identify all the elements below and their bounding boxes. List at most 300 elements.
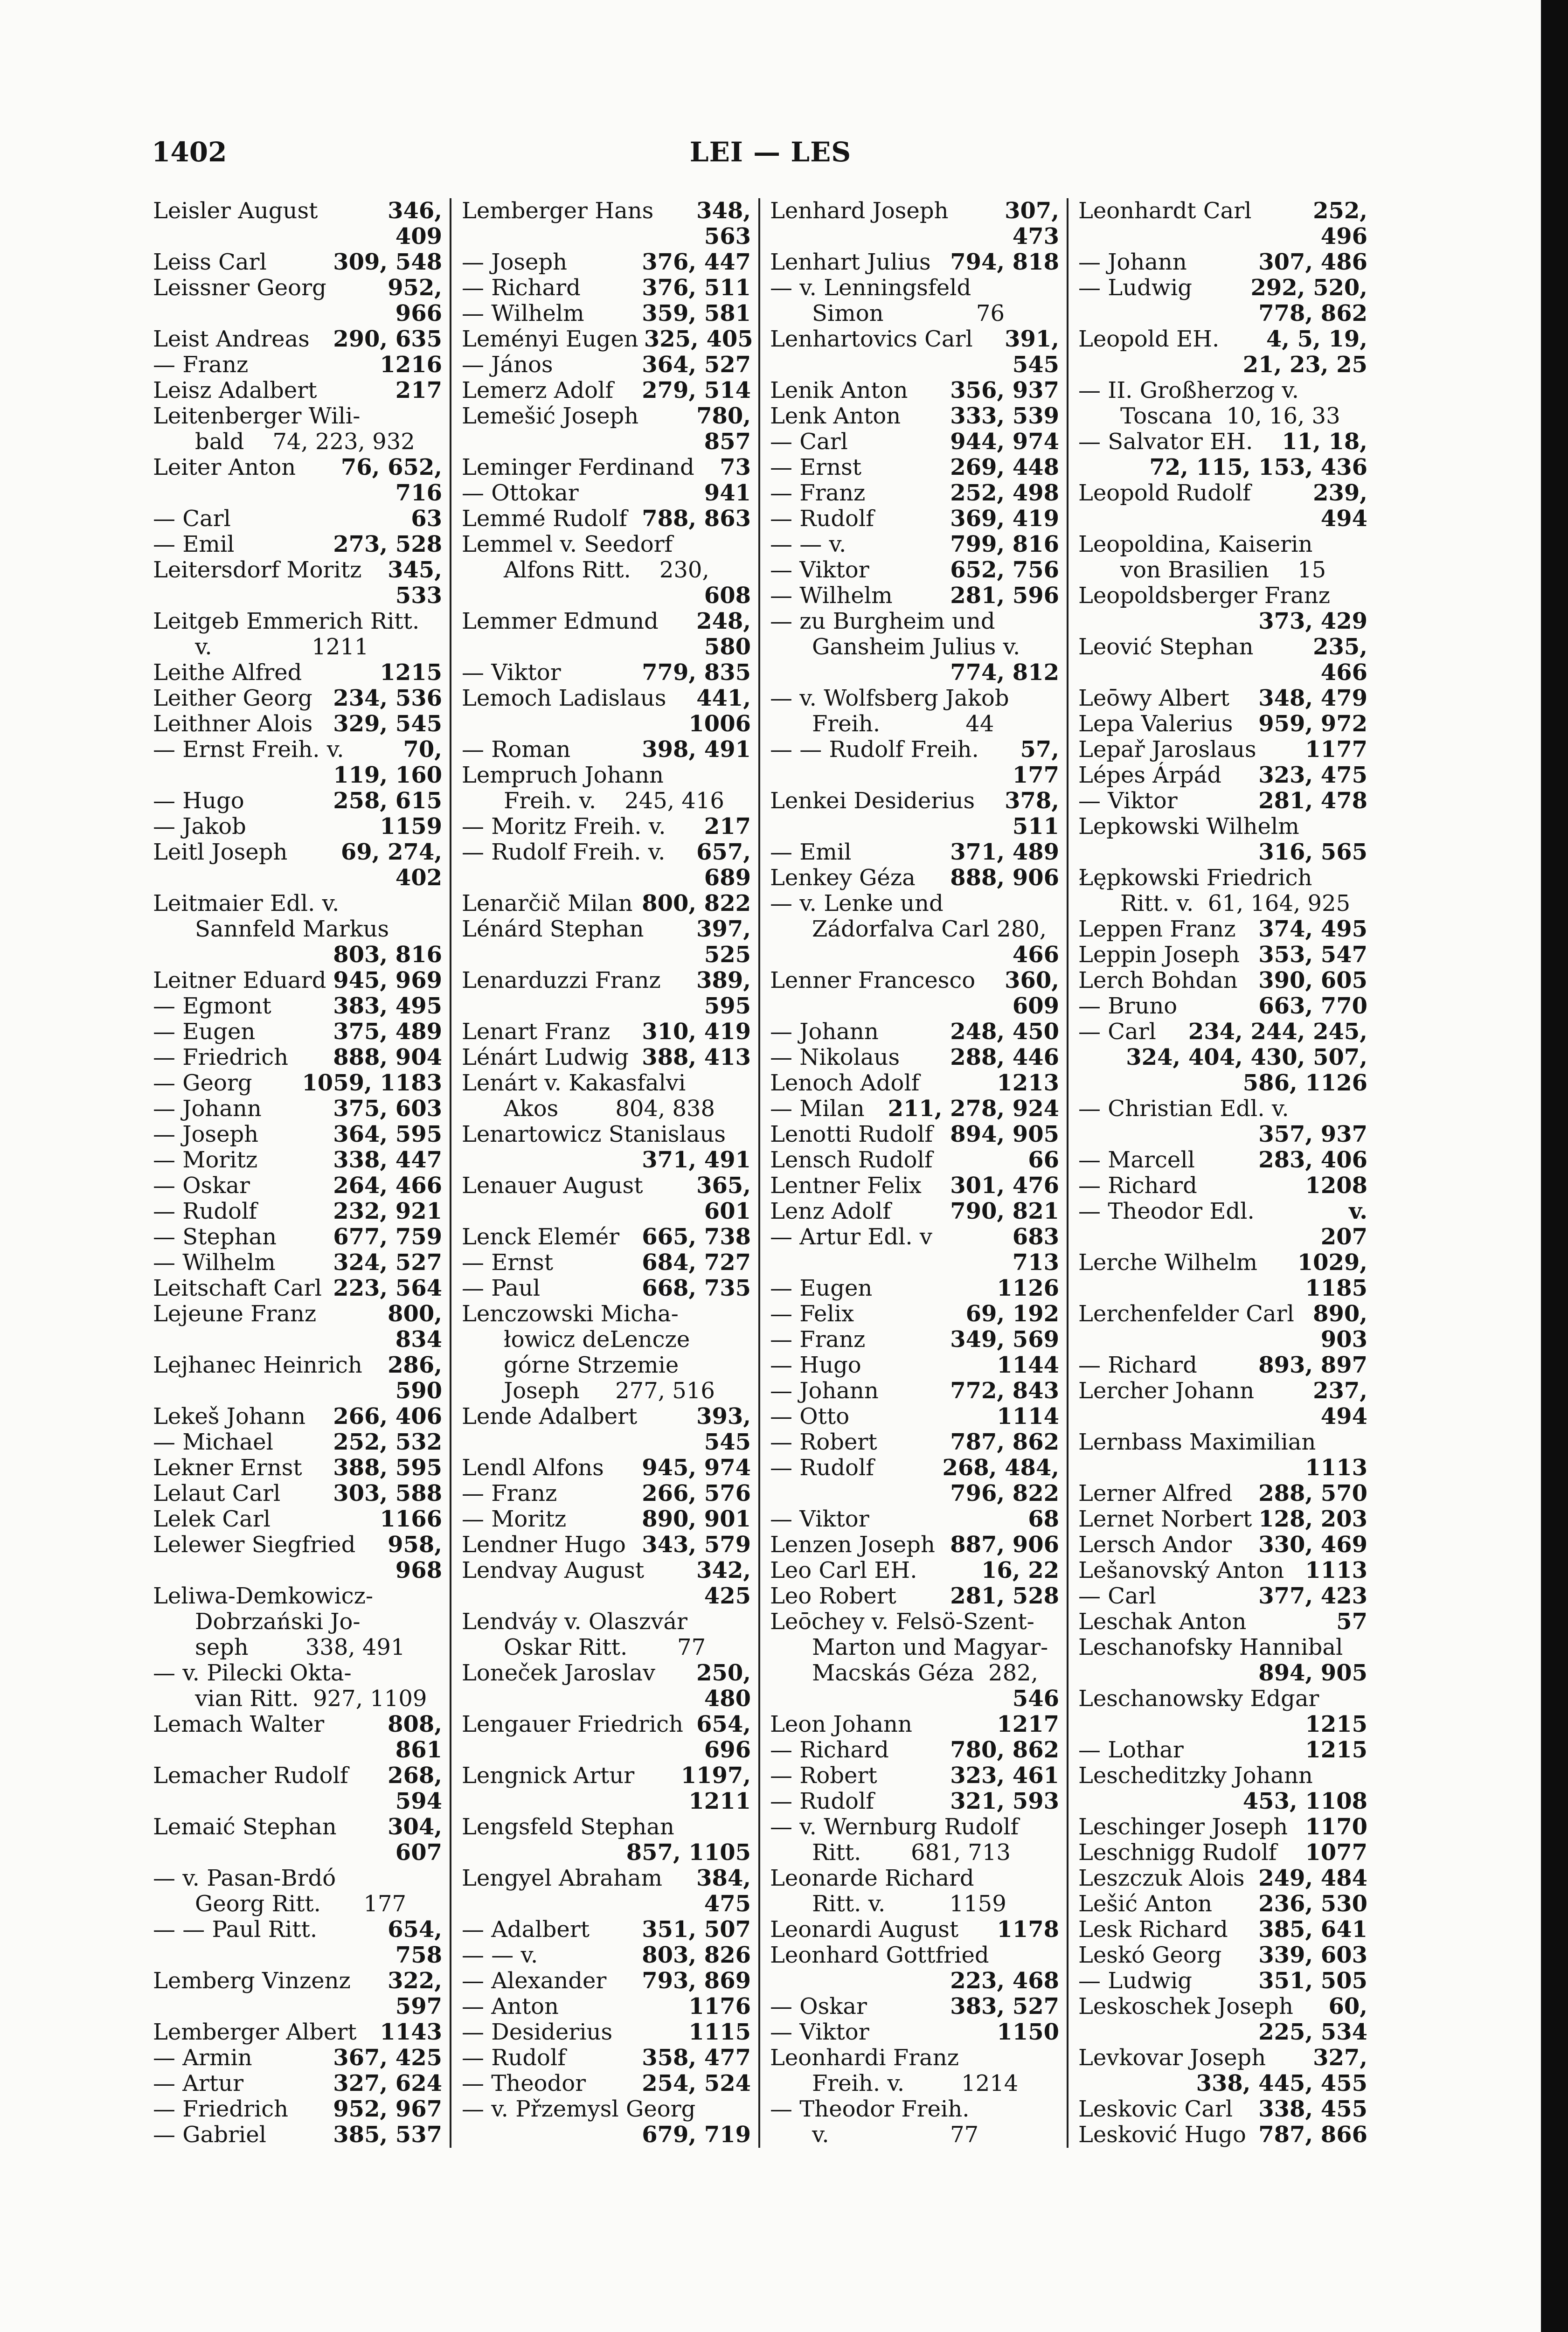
entry-name: — v. Pilecki Okta- [153,1660,352,1686]
entry-name: — Stephan [153,1224,277,1250]
index-entry [462,1019,751,1045]
entry-pages: 945, 969 [333,967,442,993]
index-entry [153,737,442,788]
entry-name: — Joseph [153,1121,259,1147]
index-entry [462,2071,751,2096]
entry-continuation: 357, 937 [1258,1121,1367,1147]
entry-pages: 376, 511 [642,275,751,301]
entry-name: Leon Johann [770,1711,912,1737]
index-entry [770,891,1059,968]
entry-name: — II. Großherzog v. [1078,377,1299,403]
entry-name: Lepař Jaroslaus [1078,736,1256,763]
entry-continuation: Ritt. v. 61, 164, 925 [1120,890,1351,916]
entry-pages: 364, 527 [642,352,751,378]
entry-name: Lenner Francesco [770,967,976,993]
entry-continuation: 861 [395,1737,442,1763]
entry-name: Leschanofsky Hannibal [1078,1634,1343,1660]
index-entry [1078,968,1367,993]
entry-name: — Eugen [770,1275,873,1301]
entry-name: Łępkowski Friedrich [1078,865,1312,891]
entry-pages: 1197, [680,1763,751,1789]
entry-continuation: 968 [395,1557,442,1583]
index-entry [1078,1840,1367,1866]
entry-continuation: Oskar Ritt. 77 [504,1634,706,1660]
entry-pages: 248, [696,608,751,634]
entry-pages: 60, [1328,1993,1367,2020]
index-entry [1078,583,1367,634]
index-entry [770,1866,1059,1917]
entry-continuation: 713 [1012,1249,1059,1276]
entry-continuation: 594 [395,1788,442,1814]
entry-pages: 236, 530 [1258,1891,1367,1917]
entry-pages: 237, [1313,1378,1367,1404]
entry-continuation: 545 [1012,352,1059,378]
entry-name: Lenczowski Micha- [462,1301,679,1327]
entry-continuation: Gansheim Julius v. [812,634,1020,660]
entry-name: Leschinger Joseph [1078,1814,1288,1840]
entry-pages: 376, 447 [642,249,751,275]
index-entry [770,1712,1059,1737]
entry-name: — János [462,352,553,378]
entry-pages: 235, [1313,634,1367,660]
entry-pages: 301, 476 [950,1173,1059,1199]
index-entry [770,1532,1059,1558]
entry-continuation: Marton und Magyar- [812,1634,1048,1660]
entry-name: — Marcell [1078,1147,1195,1173]
entry-pages: 333, 539 [950,403,1059,429]
entry-name: Lescheditzky Johann [1078,1763,1313,1789]
entry-continuation: Zádorfalva Carl 280, [812,916,1047,942]
entry-pages: 254, 524 [642,2070,751,2096]
index-entry [770,1994,1059,2020]
entry-continuation: von Brasilien 15 [1120,557,1326,583]
entry-continuation: 371, 491 [642,1147,751,1173]
entry-name: Leonhardt Carl [1078,198,1252,224]
entry-pages: 310, 419 [642,1019,751,1045]
entry-name: — Emil [153,531,235,557]
index-entry [153,557,442,609]
index-entry [770,1609,1059,1712]
entry-pages: 330, 469 [1258,1532,1367,1558]
entry-continuation: 223, 468 [950,1968,1059,1994]
entry-pages: 1215 [380,659,442,686]
index-entry [462,250,751,275]
entry-name: Leiter Anton [153,454,296,480]
entry-name: Leōwy Albert [1078,685,1230,711]
entry-name: — Johann [1078,249,1187,275]
index-entry [462,1866,751,1917]
index-entry [462,2020,751,2045]
entry-name: — Gabriel [153,2122,266,2148]
index-entry [1078,1019,1367,1096]
entry-pages: 234, 536 [333,685,442,711]
entry-pages: 794, 818 [950,249,1059,275]
index-entry [153,1532,442,1583]
index-entry [1078,634,1367,686]
entry-pages: 1113 [1305,1557,1367,1583]
entry-name: — Felix [770,1301,854,1327]
entry-pages: 69, 274, [340,839,442,865]
entry-name: — Carl [1078,1583,1156,1609]
entry-name: Lemberg Vinzenz [153,1968,351,1994]
entry-continuation: 316, 565 [1258,839,1367,865]
entry-pages: 377, 423 [1258,1583,1367,1609]
index-entry [153,1660,442,1712]
entry-pages: 378, [1005,788,1059,814]
entry-name: Lemaić Stephan [153,1814,337,1840]
index-entry [462,609,751,660]
entry-name: — Oskar [770,1993,867,2020]
page-number: 1402 [152,136,227,168]
entry-pages: 959, 972 [1258,711,1367,737]
entry-name: — Viktor [770,2019,869,2045]
index-entry [153,1199,442,1224]
entry-name: Lenhard Joseph [770,198,949,224]
entry-name: Lešić Anton [1078,1891,1213,1917]
index-entry [770,583,1059,609]
entry-name: — Emil [770,839,852,865]
entry-name: — Johann [153,1096,262,1122]
entry-name: — Nikolaus [770,1044,900,1070]
entry-name: Leiss Carl [153,249,267,275]
index-entry [462,1532,751,1558]
entry-pages: 375, 603 [333,1096,442,1122]
index-entry [153,993,442,1019]
index-entry [770,968,1059,1019]
entry-name: — Ludwig [1078,275,1192,301]
entry-pages: 1213 [997,1070,1059,1096]
index-entry [1078,1532,1367,1558]
index-entry [462,916,751,968]
entry-pages: 389, [696,967,751,993]
entry-pages: 385, 537 [333,2122,442,2148]
entry-pages: 128, 203 [1258,1506,1367,1532]
index-entry [770,1276,1059,1301]
entry-name: — Roman [462,736,571,763]
index-entry [1078,711,1367,737]
index-entry [770,2096,1059,2148]
entry-pages: 1216 [380,352,442,378]
entry-pages: 793, 869 [642,1968,751,1994]
entry-pages: 268, 484, [942,1455,1059,1481]
index-entry [462,737,751,763]
entry-name: Leither Georg [153,685,312,711]
entry-pages: 1159 [380,813,442,840]
index-entry [1078,942,1367,968]
index-entry [1078,532,1367,583]
entry-name: Lenk Anton [770,403,901,429]
entry-continuation: bald 74, 223, 932 [195,429,415,455]
entry-name: — Joseph [462,249,568,275]
entry-name: Lelek Carl [153,1506,271,1532]
entry-name: Lemacher Rudolf [153,1763,348,1789]
entry-pages: 668, 735 [642,1275,751,1301]
index-entry [1078,2045,1367,2096]
entry-name: Lenhart Julius [770,249,931,275]
entry-pages: 788, 863 [642,506,751,532]
index-entry [770,1558,1059,1583]
entry-pages: 1178 [997,1916,1059,1943]
entry-continuation: v. 77 [812,2122,979,2148]
entry-pages: 385, 641 [1258,1916,1367,1943]
entry-continuation: 696 [704,1737,751,1763]
entry-pages: 358, 477 [642,2045,751,2071]
index-entry [462,1224,751,1250]
entry-continuation: Dobrzański Jo- [195,1609,361,1635]
entry-name: Leményi Eugen [462,326,638,352]
entry-name: — Hugo [153,788,244,814]
entry-continuation: 453, 1108 [1242,1788,1367,1814]
entry-name: Lepkowski Wilhelm [1078,813,1299,840]
index-entry [462,1917,751,1943]
entry-pages: 787, 862 [950,1429,1059,1455]
entry-pages: 239, [1313,480,1367,506]
entry-continuation: 857 [704,429,751,455]
entry-name: — Franz [770,1326,866,1353]
entry-name: Loneček Jaroslav [462,1660,656,1686]
entry-name: Lemmé Rudolf [462,506,627,532]
index-entry [770,609,1059,686]
entry-name: — Ernst [462,1249,554,1276]
entry-continuation: Ritt. 681, 713 [812,1839,1011,1866]
index-entry [462,1558,751,1609]
entry-pages: 1029, [1297,1249,1367,1276]
entry-continuation: 511 [1012,813,1059,840]
entry-name: Lerner Alfred [1078,1480,1233,1506]
entry-continuation: 1006 [688,711,751,737]
index-entry [770,378,1059,403]
entry-pages: 348, 479 [1258,685,1367,711]
entry-name: Lenoch Adolf [770,1070,920,1096]
entry-name: Lemberger Hans [462,198,654,224]
entry-name: Leschanowsky Edgar [1078,1686,1319,1712]
entry-continuation: 609 [1012,993,1059,1019]
entry-pages: 281, 478 [1258,788,1367,814]
index-entry [1078,1763,1367,1814]
entry-name: — Christian Edl. v. [1078,1096,1289,1122]
entry-name: — Franz [770,480,866,506]
entry-continuation: 608 [704,583,751,609]
entry-continuation: Toscana 10, 16, 33 [1120,403,1340,429]
entry-continuation: 494 [1320,1403,1367,1430]
index-entry [1078,1968,1367,1994]
entry-continuation: 338, 445, 455 [1196,2070,1367,2096]
entry-name: Lendner Hugo [462,1532,626,1558]
entry-pages: 952, 967 [333,2096,442,2122]
entry-pages: 391, [1005,326,1059,352]
entry-continuation: Joseph 277, 516 [504,1378,715,1404]
entry-pages: 375, 489 [333,1019,442,1045]
entry-name: Leonarde Richard [770,1865,974,1891]
entry-name: — Viktor [462,659,561,686]
entry-pages: 388, 413 [642,1044,751,1070]
entry-name: Lenárt v. Kakasfalvi [462,1070,686,1096]
entry-pages: 1126 [997,1275,1059,1301]
entry-name: Leskó Georg [1078,1942,1222,1968]
entry-name: Lenartowicz Stanislaus [462,1121,726,1147]
entry-continuation: 894, 905 [1258,1660,1367,1686]
entry-name: — Armin [153,2045,252,2071]
index-entry [1078,686,1367,711]
entry-name: Leist Andreas [153,326,310,352]
entry-name: Lerchenfelder Carl [1078,1301,1294,1327]
entry-name: Leonhardi Franz [770,2045,959,2071]
entry-continuation: Macskás Géza 282, [812,1660,1038,1686]
entry-name: Lengyel Abraham [462,1865,663,1891]
entry-pages: 772, 843 [950,1378,1059,1404]
entry-pages: 338, 455 [1258,2096,1367,2122]
entry-pages: 384, [696,1865,751,1891]
entry-pages: 1059, 1183 [302,1070,442,1096]
entry-name: Leitersdorf Moritz [153,557,362,583]
entry-name: Lenotti Rudolf [770,1121,933,1147]
entry-pages: 1115 [688,2019,751,2045]
index-entry [462,198,751,250]
entry-name: — Artur Edl. v [770,1224,933,1250]
column-divider [758,198,760,2148]
index-entry [462,301,751,326]
entry-continuation: 966 [395,300,442,326]
index-entry [770,1096,1059,1122]
entry-name: — v. Wolfsberg Jakob [770,685,1009,711]
entry-name: — Viktor [1078,788,1178,814]
entry-name: Leskovic Carl [1078,2096,1233,2122]
entry-name: — Friedrich [153,1044,289,1070]
entry-pages: 250, [696,1660,751,1686]
entry-pages: 359, 581 [642,300,751,326]
entry-pages: 356, 937 [950,377,1059,403]
index-entry [153,250,442,275]
index-entry [770,1019,1059,1045]
entry-pages: 264, 466 [333,1173,442,1199]
entry-pages: 16, 22 [981,1557,1059,1583]
entry-name: Lernet Norbert [1078,1506,1252,1532]
entry-continuation: 546 [1012,1686,1059,1712]
index-entry [770,686,1059,737]
entry-name: — Ottokar [462,480,579,506]
index-entry [153,275,442,326]
entry-pages: 803, 826 [642,1942,751,1968]
index-entry [153,711,442,737]
index-entry [462,1660,751,1712]
entry-pages: 958, [388,1532,442,1558]
entry-name: Lersch Andor [1078,1532,1232,1558]
entry-name: — Egmont [153,993,271,1019]
index-entry [770,1583,1059,1609]
entry-pages: 288, 446 [950,1044,1059,1070]
entry-name: Leitner Eduard [153,967,326,993]
entry-pages: 374, 495 [1258,916,1367,942]
entry-name: Leschnigg Rudolf [1078,1839,1277,1866]
entry-name: Leitmaier Edl. v. [153,890,340,916]
entry-continuation: 774, 812 [950,659,1059,686]
index-entry [153,1455,442,1481]
entry-pages: 66 [1028,1147,1059,1173]
entry-continuation: 778, 862 [1258,300,1367,326]
entry-pages: 1144 [997,1352,1059,1378]
entry-continuation: 525 [704,942,751,968]
entry-pages: 63 [411,506,442,532]
entry-continuation: 1113 [1305,1455,1367,1481]
index-entry [1078,865,1367,916]
entry-name: — Johann [770,1378,879,1404]
entry-name: Leopold EH. [1078,326,1220,352]
index-entry [462,1070,751,1122]
entry-name: Lenauer August [462,1173,643,1199]
index-entry [770,737,1059,788]
index-entry [462,814,751,840]
entry-name: — Rudolf [153,1198,257,1224]
entry-name: — v. Lenke und [770,890,944,916]
entry-pages: 288, 570 [1258,1480,1367,1506]
entry-continuation: 207 [1320,1224,1367,1250]
index-entry [770,506,1059,532]
index-entry [770,198,1059,250]
index-entry [153,326,442,352]
index-entry [770,2020,1059,2045]
entry-continuation: 466 [1012,942,1059,968]
entry-name: Lendvay August [462,1557,645,1583]
entry-name: Lerche Wilhelm [1078,1249,1258,1276]
entry-continuation: 1211 [688,1788,751,1814]
entry-pages: 281, 528 [950,1583,1059,1609]
entry-pages: 323, 475 [1258,762,1367,788]
entry-pages: 677, 759 [333,1224,442,1250]
index-entry [770,1224,1059,1276]
entry-pages: 338, 447 [333,1147,442,1173]
entry-pages: 945, 974 [642,1455,751,1481]
entry-name: — Franz [153,352,249,378]
index-entry [1078,1994,1367,2045]
entry-name: — Eugen [153,1019,256,1045]
index-entry [462,455,751,480]
index-entry [1078,326,1367,378]
index-entry [153,378,442,403]
index-entry [770,275,1059,326]
entry-continuation: 590 [395,1378,442,1404]
entry-pages: 286, [388,1352,442,1378]
index-entry [462,1173,751,1224]
index-entry [462,480,751,506]
entry-pages: 266, 576 [642,1480,751,1506]
index-entry [153,788,442,814]
entry-name: Lenz Adolf [770,1198,891,1224]
entry-pages: 273, 528 [333,531,442,557]
entry-name: Lercher Johann [1078,1378,1255,1404]
index-entry [1078,2122,1367,2148]
index-entry [1078,1506,1367,1532]
entry-name: Leonhard Gottfried [770,1942,989,1968]
entry-name: — Moritz [153,1147,258,1173]
index-entry [153,1122,442,1147]
index-entry [153,2045,442,2071]
entry-pages: 398, 491 [642,736,751,763]
index-column-1 [153,198,442,2148]
index-entry [1078,1635,1367,1686]
index-entry [1078,1609,1367,1635]
entry-name: — Adalbert [462,1916,590,1943]
index-entry [153,1404,442,1430]
entry-pages: 888, 906 [950,865,1059,891]
entry-continuation: Sannfeld Markus [195,916,389,942]
entry-name: Lenarčič Milan [462,890,633,916]
index-entry [153,198,442,250]
entry-name: Lenkei Desiderius [770,788,975,814]
running-head: LEI — LES [689,136,852,168]
entry-name: — — v. [462,1942,538,1968]
entry-pages: 248, 450 [950,1019,1059,1045]
entry-continuation: 324, 404, 430, 507, [1126,1044,1367,1070]
